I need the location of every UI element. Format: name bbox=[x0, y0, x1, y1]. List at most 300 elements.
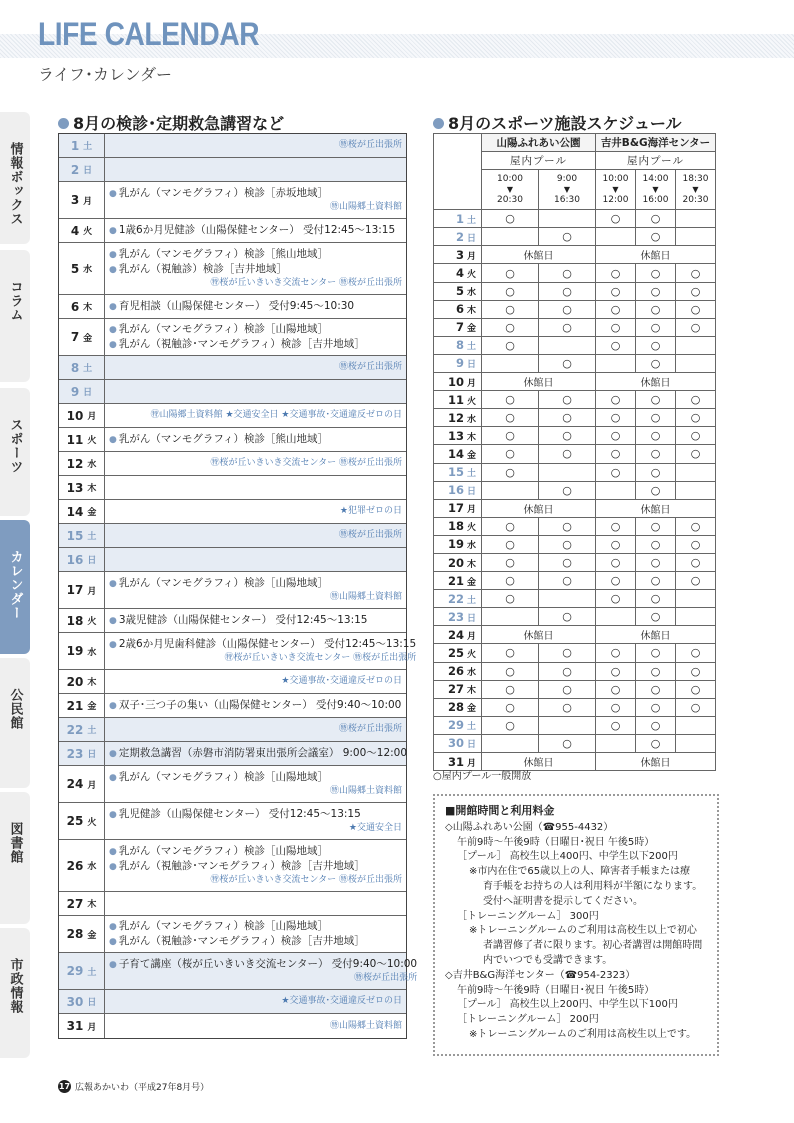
date-cell bbox=[434, 210, 482, 228]
weekday: 日 bbox=[467, 233, 477, 244]
closed-cell: 休館日 bbox=[482, 373, 596, 391]
weekday: 火 bbox=[467, 523, 477, 534]
slot-cell bbox=[676, 264, 716, 282]
slot-cell bbox=[636, 644, 676, 662]
date-cell bbox=[59, 295, 105, 318]
slot-cell bbox=[636, 734, 676, 752]
info-title: ■開館時間と利用料金 bbox=[445, 804, 555, 817]
event-tag: ㊕山陽郷土資料館 ★交通安全日 ★交通事故･交通違反ゼロの日 bbox=[150, 410, 402, 420]
slot-cell bbox=[539, 445, 596, 463]
event-item: ● 乳がん（マンモグラフィ）検診［熊山地域］ bbox=[109, 432, 402, 447]
slot-cell bbox=[482, 644, 539, 662]
calendar-row bbox=[59, 718, 406, 742]
slot-cell bbox=[539, 698, 596, 716]
weekday: 日 bbox=[83, 166, 93, 176]
open-mark: ○ bbox=[610, 338, 621, 352]
open-mark: ○ bbox=[610, 212, 621, 226]
open-mark: ○ bbox=[650, 537, 661, 551]
weekday: 土 bbox=[87, 532, 97, 542]
date-cell bbox=[59, 609, 105, 632]
event-tag: ㊕山陽郷土資料館 bbox=[329, 592, 402, 602]
publication-name: 広報あかいわ（平成27年8月号） bbox=[75, 1083, 210, 1093]
day-number: 29 bbox=[447, 718, 464, 733]
calendar-row bbox=[59, 572, 406, 609]
open-mark: ○ bbox=[650, 682, 661, 696]
slot-cell bbox=[539, 572, 596, 590]
slot-cell bbox=[482, 535, 539, 553]
calendar-row bbox=[59, 633, 417, 670]
day-number: 17 bbox=[66, 583, 84, 597]
weekday: 日 bbox=[87, 750, 97, 760]
events-cell bbox=[105, 803, 406, 839]
day-number: 7 bbox=[455, 320, 464, 335]
day-number: 19 bbox=[447, 537, 464, 552]
open-mark: ○ bbox=[562, 411, 572, 425]
slot-cell bbox=[676, 300, 716, 318]
open-mark: ○ bbox=[505, 212, 515, 226]
slot-cell bbox=[482, 336, 539, 354]
day-number: 18 bbox=[447, 519, 464, 534]
day-number: 22 bbox=[447, 591, 464, 606]
day-number: 27 bbox=[66, 896, 84, 911]
pool-header: 屋内プール bbox=[482, 152, 596, 170]
day-number: 10 bbox=[66, 408, 84, 423]
page-footer bbox=[58, 1080, 209, 1093]
side-tab[interactable] bbox=[0, 112, 30, 244]
sports-section-title bbox=[433, 111, 682, 134]
schedule-row bbox=[434, 608, 716, 626]
weekday: 月 bbox=[467, 631, 477, 642]
open-mark: ○ bbox=[562, 266, 572, 280]
weekday: 木 bbox=[467, 686, 477, 697]
open-mark: ○ bbox=[610, 429, 621, 443]
open-mark: ○ bbox=[690, 682, 701, 696]
weekday: 木 bbox=[467, 432, 477, 443]
weekday: 木 bbox=[467, 306, 477, 317]
weekday: 月 bbox=[467, 505, 477, 516]
open-mark: ○ bbox=[650, 465, 661, 479]
schedule-row bbox=[434, 644, 716, 662]
down-arrow-icon: ▼ bbox=[506, 185, 514, 195]
weekday: 木 bbox=[87, 678, 97, 688]
date-cell bbox=[59, 356, 105, 379]
side-tab[interactable] bbox=[0, 388, 30, 516]
schedule-row bbox=[434, 336, 716, 354]
schedule-row bbox=[434, 517, 716, 535]
open-mark: ○ bbox=[562, 519, 572, 533]
time-end: 16:30 bbox=[554, 195, 580, 206]
open-mark: ○ bbox=[690, 537, 701, 551]
time-slot bbox=[596, 170, 636, 210]
date-cell bbox=[434, 409, 482, 427]
slot-cell bbox=[539, 427, 596, 445]
day-number: 1 bbox=[70, 138, 80, 153]
side-tab[interactable] bbox=[0, 250, 30, 382]
open-mark: ○ bbox=[610, 266, 621, 280]
date-cell bbox=[59, 892, 105, 915]
down-arrow-icon: ▼ bbox=[612, 185, 619, 195]
slot-cell bbox=[539, 391, 596, 409]
weekday: 月 bbox=[467, 378, 477, 389]
open-mark: ○ bbox=[690, 411, 701, 425]
side-tab-label: コラム bbox=[7, 280, 23, 322]
closed-cell: 休館日 bbox=[482, 246, 596, 264]
slot-cell bbox=[676, 680, 716, 698]
slot-cell bbox=[482, 463, 539, 481]
slot-cell bbox=[676, 282, 716, 300]
event-item: ● 乳児健診（山陽保健センター） 受付12:45～13:15 bbox=[109, 807, 402, 822]
checkup-calendar bbox=[58, 133, 418, 1039]
calendar-row bbox=[59, 990, 406, 1014]
slot-cell bbox=[636, 716, 676, 734]
weekday: 月 bbox=[87, 412, 97, 422]
slot-cell bbox=[636, 210, 676, 228]
bullet-icon bbox=[58, 118, 69, 129]
day-number: 5 bbox=[70, 261, 80, 276]
side-tab[interactable] bbox=[0, 792, 30, 924]
time-start: 9:00 bbox=[556, 174, 578, 185]
slot-cell bbox=[636, 300, 676, 318]
slot-cell bbox=[596, 427, 636, 445]
open-mark: ○ bbox=[610, 700, 621, 714]
slot-cell bbox=[539, 336, 596, 354]
schedule-row bbox=[434, 680, 716, 698]
closed-cell: 休館日 bbox=[482, 753, 596, 771]
date-cell bbox=[434, 698, 482, 716]
open-mark: ○ bbox=[610, 592, 621, 606]
slot-cell bbox=[596, 572, 636, 590]
weekday: 月 bbox=[467, 251, 477, 262]
slot-cell bbox=[482, 445, 539, 463]
event-item: ● 乳がん（マンモグラフィ）検診［赤坂地域］ bbox=[109, 186, 402, 201]
weekday: 月 bbox=[467, 758, 477, 769]
side-tab[interactable] bbox=[0, 658, 30, 788]
events-cell bbox=[105, 295, 406, 318]
event-item: ● 乳がん（マンモグラフィ）検診［山陽地域］ bbox=[109, 322, 402, 337]
day-number: 28 bbox=[66, 927, 84, 941]
date-cell bbox=[434, 463, 482, 481]
date-cell bbox=[59, 319, 105, 355]
slot-cell bbox=[482, 210, 539, 228]
event-item: ● 2歳6か月児歯科健診（山陽保健センター） 受付12:45～13:15 bbox=[109, 637, 416, 652]
event-tag: ㊕桜が丘出張所 bbox=[338, 530, 402, 540]
calendar-row bbox=[59, 295, 406, 319]
open-mark: ○ bbox=[562, 700, 572, 714]
open-mark: ○ bbox=[650, 700, 661, 714]
date-cell bbox=[59, 219, 105, 242]
events-cell bbox=[105, 356, 406, 379]
events-cell bbox=[105, 609, 406, 632]
side-tab-label: 図書館 bbox=[7, 822, 23, 864]
down-arrow-icon: ▼ bbox=[563, 185, 571, 195]
schedule-row bbox=[434, 409, 716, 427]
checkup-title-text: 8月の検診･定期救急講習など bbox=[73, 114, 285, 133]
calendar-row bbox=[59, 428, 406, 452]
date-cell bbox=[434, 517, 482, 535]
schedule-row bbox=[434, 246, 716, 264]
day-number: 5 bbox=[455, 284, 464, 299]
open-mark: ○ bbox=[505, 284, 515, 298]
events-cell bbox=[105, 500, 406, 523]
event-tag: ㊕山陽郷土資料館 bbox=[329, 786, 402, 796]
event-item: ● 育児相談（山陽保健センター） 受付9:45～10:30 bbox=[109, 299, 402, 314]
open-mark: ○ bbox=[562, 320, 572, 334]
open-mark: ○ bbox=[505, 646, 515, 660]
events-cell bbox=[105, 916, 406, 952]
slot-cell bbox=[539, 463, 596, 481]
event-tag: ★交通事故･交通違反ゼロの日 bbox=[281, 996, 402, 1006]
slot-cell bbox=[596, 517, 636, 535]
slot-cell bbox=[482, 662, 539, 680]
slot-cell bbox=[676, 427, 716, 445]
time-start: 10:00 bbox=[602, 174, 629, 185]
slot-cell bbox=[676, 590, 716, 608]
slot-cell bbox=[539, 662, 596, 680]
open-mark: ○ bbox=[562, 356, 572, 370]
slot-cell bbox=[636, 517, 676, 535]
closed-cell: 休館日 bbox=[596, 373, 716, 391]
slot-cell bbox=[676, 734, 716, 752]
open-mark: ○ bbox=[562, 682, 572, 696]
open-mark: ○ bbox=[505, 519, 515, 533]
weekday: 日 bbox=[467, 740, 477, 751]
weekday: 木 bbox=[87, 900, 97, 910]
slot-cell bbox=[596, 698, 636, 716]
time-start: 10:00 bbox=[497, 174, 523, 185]
slot-cell bbox=[482, 409, 539, 427]
events-cell bbox=[105, 953, 421, 989]
events-cell bbox=[105, 990, 406, 1013]
time-end: 20:30 bbox=[497, 195, 523, 206]
weekday: 土 bbox=[83, 364, 93, 374]
date-cell bbox=[59, 404, 105, 427]
open-mark: ○ bbox=[650, 483, 661, 497]
info-line: 午前9時～午後9時（日曜日･祝日 午後5時） bbox=[457, 836, 655, 848]
date-cell bbox=[434, 572, 482, 590]
open-mark: ○ bbox=[690, 700, 701, 714]
open-mark: ○ bbox=[505, 556, 515, 570]
events-cell bbox=[105, 548, 406, 571]
day-number: 30 bbox=[66, 994, 84, 1009]
event-tag: ㊕山陽郷土資料館 bbox=[329, 202, 402, 212]
calendar-row bbox=[59, 892, 406, 916]
day-number: 9 bbox=[70, 384, 80, 399]
schedule-row bbox=[434, 662, 716, 680]
slot-cell bbox=[636, 264, 676, 282]
open-mark: ○ bbox=[650, 610, 661, 624]
calendar-row bbox=[59, 319, 406, 356]
slot-cell bbox=[636, 445, 676, 463]
closed-cell: 休館日 bbox=[596, 753, 716, 771]
slot-cell bbox=[596, 644, 636, 662]
slot-cell bbox=[596, 608, 636, 626]
events-cell bbox=[105, 452, 406, 475]
weekday: 月 bbox=[87, 780, 97, 791]
slot-cell bbox=[539, 716, 596, 734]
weekday: 火 bbox=[467, 649, 477, 660]
closed-cell: 休館日 bbox=[596, 626, 716, 644]
facility-header: 吉井B&G海洋センター bbox=[596, 134, 716, 152]
events-cell bbox=[105, 742, 411, 765]
slot-cell bbox=[636, 318, 676, 336]
slot-cell bbox=[482, 553, 539, 571]
date-cell bbox=[59, 182, 105, 218]
open-mark: ○ bbox=[690, 302, 701, 316]
facility-header: 山陽ふれあい公園 bbox=[482, 134, 596, 152]
slot-cell bbox=[482, 481, 539, 499]
down-arrow-icon: ▼ bbox=[692, 185, 699, 195]
open-mark: ○ bbox=[610, 519, 621, 533]
date-cell bbox=[59, 742, 105, 765]
time-end: 16:00 bbox=[642, 195, 669, 206]
open-mark: ○ bbox=[650, 284, 661, 298]
day-number: 31 bbox=[66, 1019, 84, 1033]
open-mark: ○ bbox=[690, 556, 701, 570]
date-cell bbox=[59, 670, 105, 693]
weekday: 土 bbox=[467, 722, 477, 733]
open-mark: ○ bbox=[690, 266, 701, 280]
day-number: 18 bbox=[66, 613, 84, 628]
slot-cell bbox=[676, 391, 716, 409]
down-arrow-icon: ▼ bbox=[652, 185, 659, 195]
event-tag: ㊕桜が丘出張所 bbox=[338, 724, 402, 734]
time-slot bbox=[676, 170, 716, 210]
events-cell bbox=[105, 243, 406, 294]
event-tag: ★交通事故･交通違反ゼロの日 bbox=[281, 676, 402, 686]
open-mark: ○ bbox=[562, 284, 572, 298]
date-cell bbox=[434, 445, 482, 463]
slot-cell bbox=[676, 354, 716, 372]
calendar-row bbox=[59, 548, 406, 572]
events-cell bbox=[105, 633, 420, 669]
weekday: 金 bbox=[83, 333, 93, 344]
day-number: 8 bbox=[70, 360, 80, 375]
open-mark: ○ bbox=[650, 302, 661, 316]
info-line: 育手帳をお持ちの人は利用料が半額になります。 bbox=[483, 880, 703, 892]
date-cell bbox=[434, 535, 482, 553]
slot-cell bbox=[539, 318, 596, 336]
schedule-row bbox=[434, 463, 716, 481]
event-item: ● 乳がん（視触診）検診［吉井地域］ bbox=[109, 262, 402, 277]
day-number: 26 bbox=[66, 858, 84, 873]
open-mark: ○ bbox=[562, 556, 572, 570]
side-tab[interactable] bbox=[0, 520, 30, 654]
calendar-row bbox=[59, 380, 406, 404]
events-cell bbox=[105, 404, 406, 427]
weekday: 火 bbox=[87, 436, 97, 446]
day-number: 13 bbox=[66, 480, 84, 495]
day-number: 25 bbox=[447, 645, 464, 660]
weekday: 月 bbox=[87, 1022, 97, 1033]
date-cell bbox=[59, 953, 105, 989]
schedule-row bbox=[434, 553, 716, 571]
events-cell bbox=[105, 1014, 406, 1038]
weekday: 金 bbox=[467, 577, 477, 588]
events-cell bbox=[105, 134, 406, 157]
weekday: 日 bbox=[467, 613, 477, 624]
date-cell bbox=[59, 380, 105, 403]
weekday: 土 bbox=[87, 967, 97, 978]
day-number: 10 bbox=[447, 374, 464, 389]
side-tab[interactable] bbox=[0, 928, 30, 1058]
day-number: 19 bbox=[66, 644, 84, 658]
schedule-row bbox=[434, 698, 716, 716]
weekday: 土 bbox=[467, 469, 477, 480]
event-item: ● 子育て講座（桜が丘いきいき交流センター） 受付9:40～10:00 bbox=[109, 957, 417, 972]
slot-cell bbox=[636, 553, 676, 571]
bullet-icon bbox=[433, 118, 444, 129]
info-line: 午前9時～午後9時（日曜日･祝日 午後5時） bbox=[457, 984, 655, 996]
slot-cell bbox=[482, 734, 539, 752]
open-mark: ○ bbox=[650, 266, 661, 280]
slot-cell bbox=[596, 662, 636, 680]
slot-cell bbox=[539, 553, 596, 571]
open-mark: ○ bbox=[690, 284, 701, 298]
open-mark: ○ bbox=[690, 646, 701, 660]
event-tag: ㊕桜が丘出張所 bbox=[354, 973, 418, 983]
slot-cell bbox=[596, 354, 636, 372]
sports-title-text: 8月のスポーツ施設スケジュール bbox=[448, 114, 682, 133]
sports-schedule-table bbox=[433, 133, 716, 771]
slot-cell bbox=[596, 445, 636, 463]
schedule-row bbox=[434, 445, 716, 463]
open-mark: ○ bbox=[650, 646, 661, 660]
weekday: 日 bbox=[467, 487, 477, 498]
open-mark: ○ bbox=[562, 393, 572, 407]
weekday: 木 bbox=[467, 559, 477, 570]
weekday: 火 bbox=[467, 270, 477, 281]
day-number: 7 bbox=[70, 330, 80, 344]
date-cell bbox=[434, 391, 482, 409]
date-cell bbox=[434, 336, 482, 354]
slot-cell bbox=[482, 427, 539, 445]
open-mark: ○ bbox=[505, 302, 515, 316]
slot-cell bbox=[539, 734, 596, 752]
slot-cell bbox=[539, 210, 596, 228]
day-number: 12 bbox=[66, 456, 84, 471]
day-number: 2 bbox=[70, 162, 80, 177]
slot-cell bbox=[482, 282, 539, 300]
events-cell bbox=[105, 670, 406, 693]
slot-cell bbox=[596, 734, 636, 752]
schedule-row bbox=[434, 228, 716, 246]
event-tag: ㊕山陽郷土資料館 bbox=[329, 1020, 402, 1031]
open-mark: ○ bbox=[562, 429, 572, 443]
weekday: 水 bbox=[467, 288, 477, 299]
slot-cell bbox=[636, 572, 676, 590]
date-cell bbox=[434, 228, 482, 246]
schedule-row bbox=[434, 734, 716, 752]
slot-cell bbox=[596, 535, 636, 553]
schedule-row bbox=[434, 391, 716, 409]
calendar-row bbox=[59, 1014, 406, 1038]
day-number: 22 bbox=[66, 722, 84, 737]
open-mark: ○ bbox=[562, 646, 572, 660]
date-cell bbox=[59, 524, 105, 547]
page-title: LIFE CALENDAR bbox=[38, 16, 260, 52]
weekday: 土 bbox=[467, 595, 477, 606]
events-cell bbox=[105, 476, 406, 499]
calendar-row bbox=[59, 916, 406, 953]
day-number: 11 bbox=[447, 392, 464, 407]
open-mark: ○ bbox=[505, 700, 515, 714]
date-cell bbox=[434, 264, 482, 282]
open-mark: ○ bbox=[610, 320, 621, 334]
event-tag: ㊕桜が丘いきいき交流センター ㊕桜が丘出張所 bbox=[210, 278, 402, 288]
date-cell bbox=[434, 373, 482, 391]
weekday: 水 bbox=[87, 647, 97, 658]
event-item: ● 定期救急講習（赤磐市消防署東出張所会議室） 9:00～12:00 bbox=[109, 746, 407, 761]
